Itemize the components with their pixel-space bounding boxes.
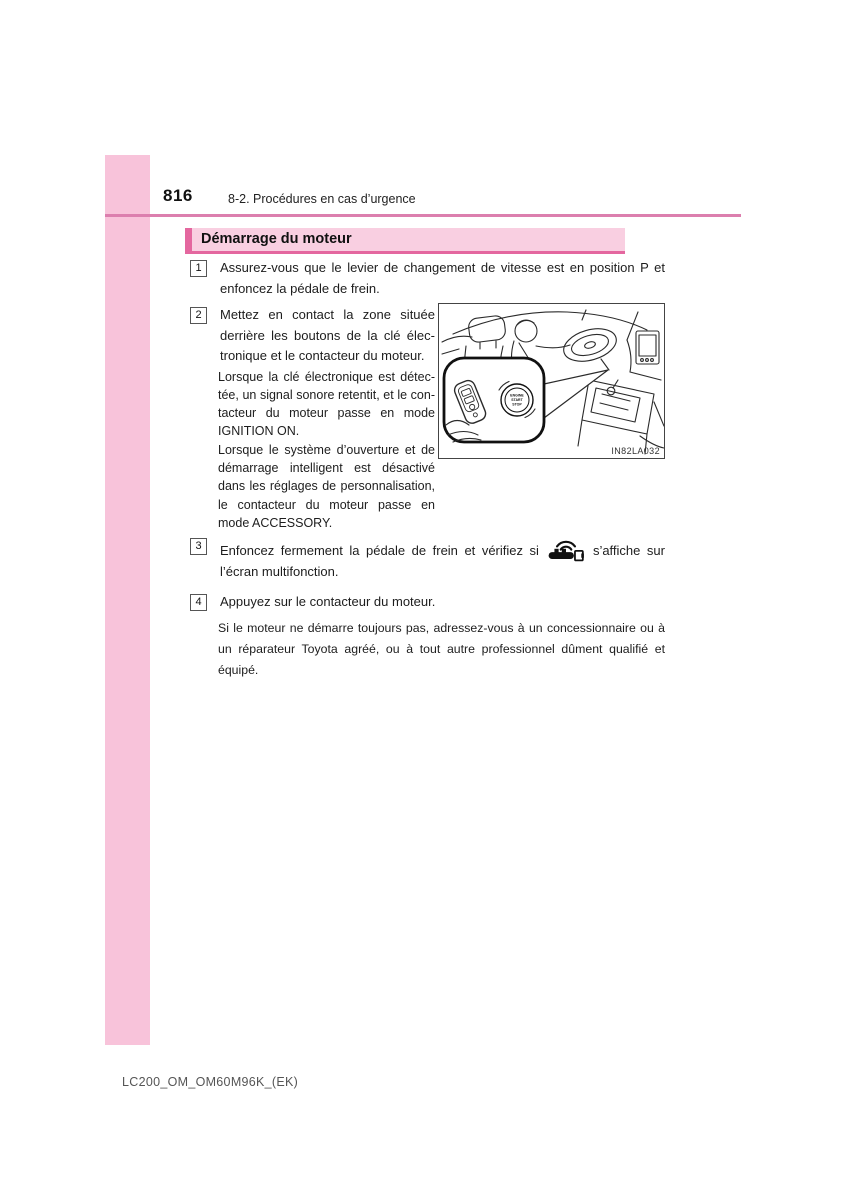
section-title: Démarrage du moteur bbox=[201, 231, 352, 247]
smart-key-icon bbox=[546, 536, 586, 562]
step-2 bbox=[185, 305, 435, 367]
step-3-text bbox=[220, 536, 665, 583]
figure-box bbox=[438, 303, 665, 459]
step-3-text-before: Enfoncez fermement la pédale de frein et vérifiez si bbox=[220, 543, 539, 559]
step-2-text: Mettez en contact la zone située derrière les boutons de la clé électronique et le contacteur du moteur. bbox=[220, 307, 435, 363]
step-1 bbox=[185, 258, 665, 299]
step-3 bbox=[185, 536, 665, 583]
callout-pointer bbox=[544, 370, 608, 418]
section-header bbox=[185, 228, 625, 254]
chapter-breadcrumb: 8-2. Procédures en cas d’urgence bbox=[228, 192, 416, 206]
step-3-text-after: s’affiche sur l’écran multifonction. bbox=[220, 543, 665, 580]
figure-code: IN82LA032 bbox=[611, 446, 660, 456]
step-2-note-1: Lorsque la clé électronique est détectée, un signal sonore retentit, et le contacteur du moteur passe en mode IGNITION ON. bbox=[218, 369, 435, 439]
step-3-number-box: 3 bbox=[190, 538, 207, 555]
button-text-start: START bbox=[511, 398, 523, 402]
step-2-note-2: Lorsque le système d’ouverture et de démarrage intelligent est désactivé dans les réglages de personnalisation, le contacteur du moteur passe en mode ACCESSORY. bbox=[218, 442, 435, 530]
step-4-number-box: 4 bbox=[190, 594, 207, 611]
page-edge-band bbox=[105, 155, 150, 1045]
step-1-text: Assurez-vous que le levier de changement de vitesse est en position P et enfoncez la pédale de frein. bbox=[220, 260, 665, 296]
header-rule bbox=[105, 214, 741, 217]
document-code: LC200_OM_OM60M96K_(EK) bbox=[122, 1075, 299, 1089]
closing-note: Si le moteur ne démarre toujours pas, adressez-vous à un concessionnaire ou à un réparateur Toyota agréé, ou à tout autre professionnel dûment qualifié et équipé. bbox=[218, 621, 665, 678]
step-2-number-box: 2 bbox=[190, 307, 207, 324]
button-text-engine: ENGINE bbox=[510, 393, 524, 398]
car-interior-illustration bbox=[439, 304, 664, 458]
step-4-text: Appuyez sur le contacteur du moteur. bbox=[220, 593, 436, 609]
step-2-column bbox=[185, 305, 435, 532]
page-content bbox=[185, 228, 665, 681]
page-number: 816 bbox=[163, 186, 193, 205]
step-2-row bbox=[185, 305, 665, 532]
button-text-stop: STOP bbox=[512, 402, 522, 407]
step-1-number-box: 1 bbox=[190, 260, 207, 277]
step-4 bbox=[185, 592, 665, 613]
